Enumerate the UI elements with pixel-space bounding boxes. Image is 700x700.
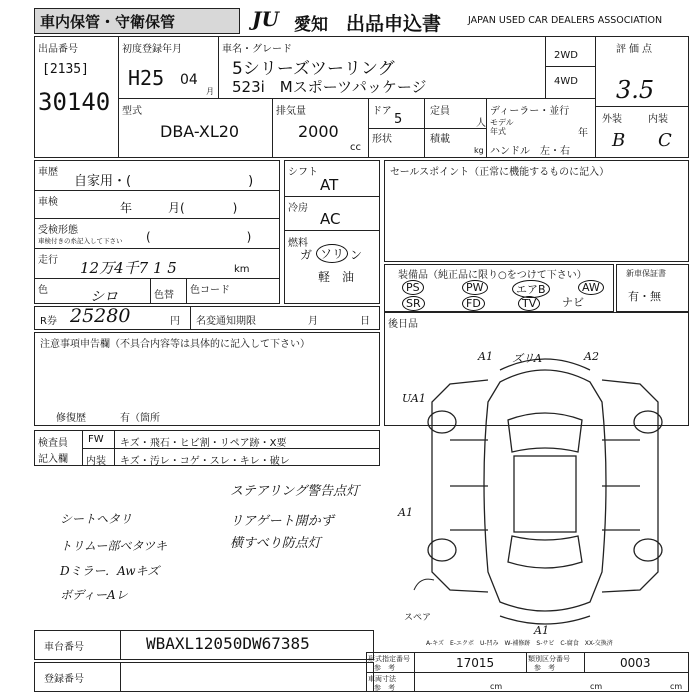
fuel-gas-circled: ソリ [316, 244, 348, 263]
after-items-label: 後日品 [388, 319, 418, 330]
shape-label: 形状 [372, 134, 392, 145]
warranty-label: 新車保証書 [626, 269, 666, 278]
capacity-label: 定員 [430, 106, 450, 117]
displacement-unit: cc [350, 142, 361, 153]
dmg-zuria: ズリA [512, 352, 542, 365]
interior-label: 内装 [648, 114, 668, 125]
load-label: 積載 [430, 134, 450, 145]
inspection-label: 車検 [38, 197, 58, 208]
hw-line-1: ステアリング警告点灯 [230, 484, 359, 499]
lot-number: 30140 [38, 88, 111, 116]
mileage-label: 走行 [38, 255, 58, 266]
drive-2wd: 2WD [554, 50, 578, 61]
usage-label: 車歴 [38, 167, 58, 178]
year-unit: 年 [578, 128, 588, 139]
tax-day-unit: 日 [360, 316, 370, 327]
recycle-label: R券 [40, 316, 57, 327]
score-label: 評価点 [616, 44, 655, 55]
repair-label: 修復歴 [56, 413, 86, 424]
registration-month-unit: 月 [206, 87, 214, 96]
plate-label: 登録番号 [44, 674, 84, 685]
type-label: 型式 [122, 106, 142, 117]
fuel-gas-prefix: ガ [300, 248, 313, 262]
dmg-ua1: UA1 [402, 392, 426, 405]
equip-ps: PS [402, 280, 424, 295]
hw-left-3: Dミラー．Awキズ [60, 564, 160, 578]
equip-navi: ナビ [562, 296, 584, 309]
recycle-value: 25280 [70, 305, 131, 327]
type-value: DBA-XL20 [160, 122, 240, 141]
drive-4wd: 4WD [554, 76, 578, 87]
model-name: 5シリーズツーリング [232, 59, 395, 79]
designation-ref: 参 考 [374, 664, 395, 672]
color-change-label: 色替 [154, 290, 174, 301]
lot-label: 出品番号 [38, 44, 78, 55]
spare-label: スペア [404, 613, 432, 623]
dealer-label: ディーラー・並行 [490, 106, 570, 117]
ju-logo: JU [252, 7, 279, 31]
doors-value: 5 [394, 112, 403, 127]
inspector-label-1: 検査員 [38, 438, 68, 449]
class-ref: 参 考 [534, 664, 555, 672]
tax-label: 名変通知期限 [196, 316, 256, 327]
length-cm-2: cm [590, 682, 603, 691]
chassis-number: WBAXL12050DW67385 [146, 634, 310, 653]
length-cm-3: cm [670, 682, 683, 691]
class-number: 0003 [620, 656, 651, 670]
class-label: 類別区分番号 [528, 655, 570, 663]
hw-line-3: 横すべり防点灯 [230, 536, 321, 551]
capacity-unit: 人 [476, 118, 486, 129]
registration-year: H25 [128, 66, 165, 90]
inspection-value: 年 月( ) [120, 201, 238, 215]
cooling-label: 冷房 [288, 203, 308, 214]
receipt-sub: 車検付きの糸記入して下さい [38, 237, 123, 245]
plate-box [34, 662, 374, 692]
equip-airbag: エアB [512, 280, 550, 298]
inspector-label-2: 記入欄 [38, 454, 68, 465]
shift-label: シフト [288, 167, 318, 178]
storage-note: 車内保管・守衛保管 [40, 13, 176, 31]
usage-value: 自家用・( ) [74, 174, 254, 189]
fw-label: FW [88, 434, 104, 445]
length-cm-1: cm [490, 682, 503, 691]
notes-label: 注意事項申告欄（不具合内容等は具体的に記入して下さい） [40, 339, 310, 350]
tax-month-unit: 月 [308, 316, 318, 327]
hw-left-1: シートヘタリ [60, 512, 133, 526]
length-ref: 参 考 [374, 684, 395, 692]
hw-left-2: トリムー部ベタツキ [60, 539, 168, 553]
repair-value: 有（箇所 [120, 413, 160, 424]
damage-legend: A-キズ E-エクボ U-凹み W-補修跡 S-サビ C-腐食 XX-交換済 [426, 640, 613, 647]
sales-point-label: セールスポイント（正常に機能するものに記入） [390, 167, 610, 178]
handle-label: ハンドル 左・右 [490, 146, 570, 157]
fw-items: キズ・飛石・ヒビ割・リペア跡・X要 [120, 438, 287, 449]
length-label: 車両寸法 [368, 675, 396, 683]
load-unit: kg [474, 146, 484, 155]
cooling-value: AC [320, 210, 341, 228]
designation-label: 形式指定番号 [368, 655, 410, 663]
mileage-value: 12万4千7 1 5 [80, 259, 177, 277]
equip-aw: AW [578, 280, 604, 295]
score-value: 3.5 [616, 76, 655, 104]
equipment-label: 装備品（純正品に限り○をつけて下さい） [398, 270, 587, 281]
model-year-label: モデル 年式 [490, 118, 514, 136]
equip-tv: TV [518, 296, 540, 311]
receipt-value: ( ) [146, 230, 252, 244]
recycle-unit: 円 [170, 316, 180, 327]
mileage-unit: km [234, 264, 250, 275]
color-label: 色 [38, 285, 48, 296]
dmg-a2: A2 [584, 350, 599, 363]
equip-pw: PW [462, 280, 488, 295]
warranty-value: 有・無 [628, 290, 661, 303]
dmg-a1-left: A1 [398, 506, 413, 519]
dmg-a1-bottom: A1 [534, 624, 549, 637]
interior-insp-label: 内装 [86, 456, 106, 467]
dmg-a1-top: A1 [478, 350, 493, 363]
registration-month: 04 [180, 72, 198, 88]
fuel-label: 燃料 [288, 238, 308, 249]
color-code-label: 色コード [190, 285, 230, 296]
designation-number: 17015 [456, 656, 495, 670]
equip-fd: FD [462, 296, 485, 311]
exterior-grade: B [612, 130, 626, 151]
equip-sr: SR [402, 296, 425, 311]
fuel-gas-suffix: ン [350, 248, 363, 262]
lot-sub-number: [2135] [42, 62, 89, 77]
displacement-label: 排気量 [276, 106, 306, 117]
registration-label: 初度登録年月 [122, 44, 182, 55]
form-title: 出品申込書 [346, 13, 442, 35]
displacement-value: 2000 [298, 122, 339, 141]
interior-grade: C [658, 130, 672, 151]
doors-label: ドア [372, 106, 392, 117]
model-grade: 523i Mスポーツパッケージ [232, 78, 427, 96]
hw-left-4: ボディーAレ [60, 588, 128, 602]
fuel-diesel: 軽 油 [318, 270, 355, 284]
model-label: 車名・グレード [222, 44, 292, 55]
receipt-label: 受検形態 [38, 225, 78, 236]
association-en: JAPAN USED CAR DEALERS ASSOCIATION [468, 15, 663, 26]
interior-insp-items: キズ・汚レ・コゲ・スレ・キレ・破レ [120, 456, 290, 467]
shift-value: AT [320, 176, 339, 194]
car-diagram [410, 340, 700, 630]
exterior-label: 外装 [602, 114, 622, 125]
chassis-label: 車台番号 [44, 642, 84, 653]
org-name: 愛知 [294, 15, 328, 35]
hw-line-2: リアゲート開かず [230, 514, 334, 529]
color-value: シロ [90, 289, 118, 305]
